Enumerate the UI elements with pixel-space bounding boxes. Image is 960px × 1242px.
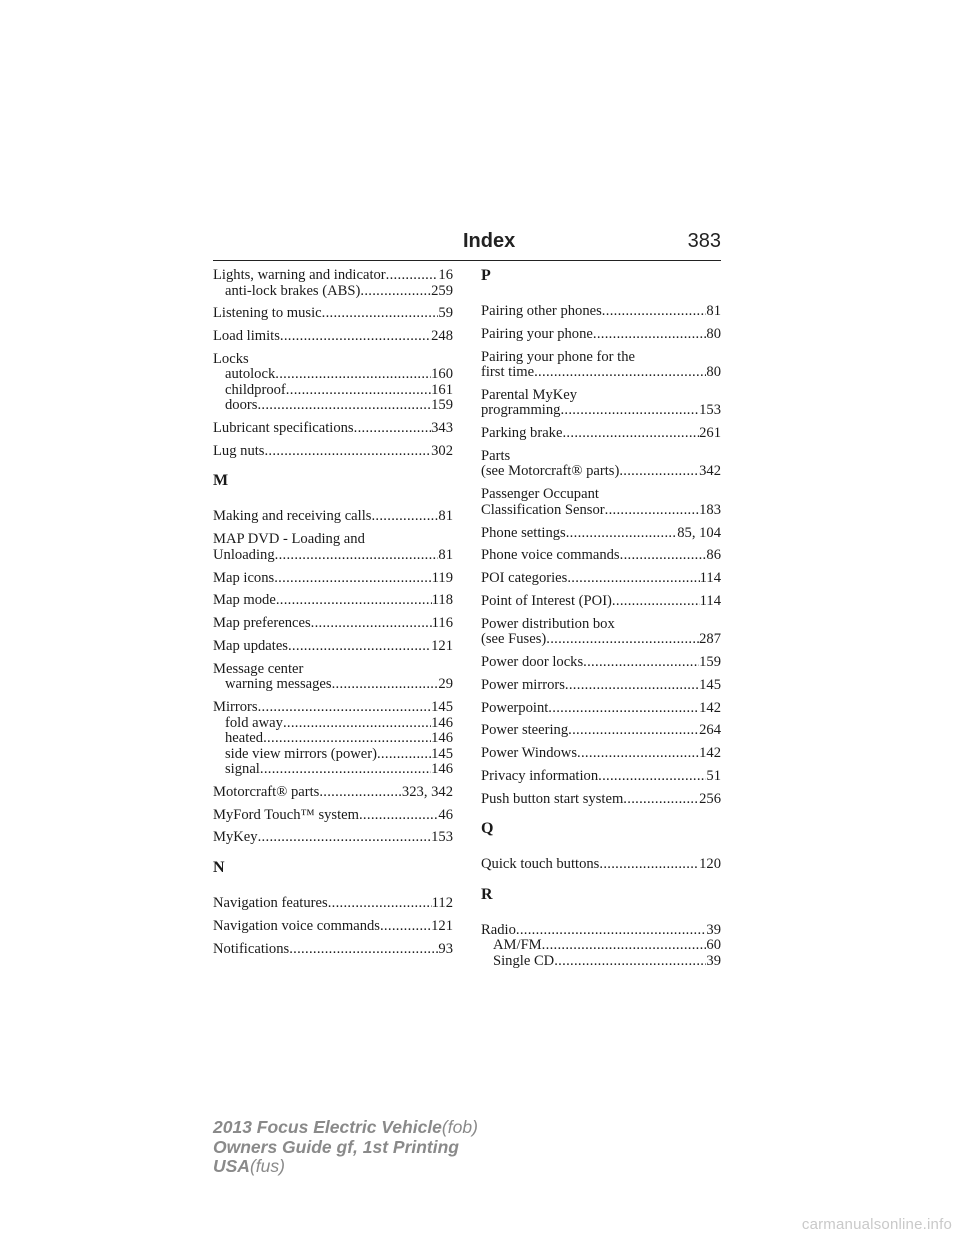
index-entry-line [213,785,453,801]
entry-text: Power mirrors [481,676,565,693]
dot-leader [275,367,431,383]
entry-page-ref: 183 [699,501,721,518]
index-entry [213,700,453,778]
watermark: carmanualsonline.info [801,1216,952,1233]
index-entry [213,896,453,912]
entry-page-ref: 248 [431,328,453,345]
entry-text: Lubricant specifications [213,420,354,437]
entry-page-ref: 146 [431,730,453,747]
entry-text: Map updates [213,637,288,654]
entry-page-ref: 160 [431,366,453,383]
entry-text: side view mirrors (power) [225,745,377,762]
index-entry-line [481,617,721,633]
entry-page-ref: 159 [431,397,453,414]
index-entry-line [481,403,721,419]
entry-text: Power door locks [481,654,584,671]
entry-text: Load limits [213,328,280,345]
index-entry [481,388,721,419]
dot-leader [264,444,431,460]
entry-page-ref: 16 [438,267,453,283]
entry-page-ref: 146 [431,714,453,731]
index-entry-line [213,639,453,655]
dot-leader [623,792,699,808]
page-title: Index [463,230,516,252]
entry-text: signal [225,761,260,778]
entry-page-ref: 119 [431,569,453,586]
entry-text: (see Fuses) [481,631,547,648]
index-entry-line [481,701,721,717]
index-entry [481,350,721,381]
index-entry [213,785,453,801]
index-entry [481,723,721,739]
entry-page-ref: 142 [699,699,721,716]
index-entry-line [213,444,453,460]
entry-text: Unloading [213,546,275,563]
entry-text: Classification Sensor [481,501,605,518]
entry-text: Pairing your phone [481,325,593,342]
entry-text: Point of Interest (POI) [481,592,612,609]
entry-text: Passenger Occupant [481,486,599,503]
entry-page-ref: 114 [699,592,721,609]
index-entry-line [481,503,721,519]
index-entry-line [213,593,453,609]
dot-leader [258,830,432,846]
index-entry-line [481,426,721,442]
dot-leader [283,716,431,732]
dot-leader [593,327,707,343]
entry-page-ref: 343 [431,420,453,437]
index-entry [481,792,721,808]
index-entry [213,444,453,460]
entry-page-ref: 261 [699,425,721,442]
entry-text: warning messages [225,676,332,693]
entry-text: Single CD [493,952,555,969]
dot-leader [598,769,706,785]
entry-page-ref: 46 [438,806,453,823]
dot-leader [332,677,439,693]
entry-text: MyFord Touch™ system [213,806,359,823]
entry-page-ref: 93 [438,940,453,957]
index-entry [213,352,453,414]
entry-page-ref: 161 [431,381,453,398]
index-entry [481,449,721,480]
index-entry-line [481,632,721,648]
dot-leader [289,942,438,958]
index-entry [213,808,453,824]
entry-text: MAP DVD - Loading and [213,531,365,548]
dot-leader [280,329,431,345]
index-subentry [481,954,721,970]
index-column-left [213,268,453,964]
index-subentry [213,677,453,693]
index-subentry [213,383,453,399]
index-entry [213,593,453,609]
entry-text: Message center [213,660,304,677]
entry-page-ref: 264 [699,722,721,739]
entry-text: anti-lock brakes (ABS) [225,282,361,299]
dot-leader [274,571,431,587]
footer-line-2: Owners Guide gf, 1st Printing [213,1136,459,1157]
index-entry-line [481,548,721,564]
entry-page-ref: 145 [699,676,721,693]
entry-text: Quick touch buttons [481,856,600,873]
index-entry [213,306,453,322]
dot-leader [286,383,431,399]
index-entry-line [213,421,453,437]
entry-text: Pairing your phone for the [481,348,636,365]
index-letter-heading: N [213,858,225,876]
dot-leader [288,639,431,655]
page-number: 383 [687,230,721,252]
index-entry [481,923,721,970]
entry-text: fold away [225,714,283,731]
dot-leader [577,746,699,762]
index-subentry [213,762,453,778]
index-entry [213,942,453,958]
entry-text: heated [225,730,264,747]
index-entry-line [213,896,453,912]
entry-text: Lights, warning and indicator [213,267,386,283]
dot-leader [354,421,431,437]
index-entry-line [481,594,721,610]
dot-leader [542,938,707,954]
index-entry [481,548,721,564]
entry-page-ref: 114 [699,570,721,587]
dot-leader [565,678,699,694]
entry-text: Notifications [213,940,290,957]
entry-page-ref: 259 [431,282,453,299]
entry-text: (see Motorcraft® parts) [481,463,620,480]
entry-page-ref: 146 [431,761,453,778]
dot-leader [619,464,699,480]
entry-text: Motorcraft® parts [213,783,320,800]
dot-leader [548,701,699,717]
index-letter-heading: P [481,267,491,284]
entry-text: Navigation features [213,894,328,911]
entry-page-ref: 159 [699,654,721,671]
index-entry [213,532,453,563]
dot-leader [386,268,439,284]
entry-page-ref: 342 [699,463,721,480]
dot-leader [319,785,402,801]
dot-leader [275,548,439,564]
entry-text: Parking brake [481,425,563,442]
entry-page-ref: 118 [431,592,453,609]
index-entry-line [213,548,453,564]
entry-text: first time [481,364,535,381]
entry-page-ref: 323, 342 [401,783,453,800]
index-entry [481,426,721,442]
entry-page-ref: 29 [438,676,453,693]
dot-leader [260,762,431,778]
dot-leader [602,304,707,320]
entry-text: Parts [481,447,511,464]
index-entry-line [481,678,721,694]
entry-text: AM/FM [493,937,542,954]
dot-leader [276,593,432,609]
entry-text: doors [225,397,258,414]
entry-text: Power distribution box [481,615,615,632]
index-entry [213,421,453,437]
dot-leader [560,403,699,419]
index-subentry [213,284,453,300]
index-entry-line [213,662,453,678]
index-entry-line [481,746,721,762]
index-entry [481,746,721,762]
entry-text: Push button start system [481,790,624,807]
entry-page-ref: 153 [431,829,453,846]
entry-page-ref: 60 [706,937,721,954]
entry-page-ref: 81 [706,303,721,319]
document-footer [213,1118,478,1177]
index-entry-line [213,830,453,846]
index-entry [213,571,453,587]
entry-text: Navigation voice commands [213,917,380,934]
index-subentry [213,731,453,747]
index-entry [481,701,721,717]
index-entry [481,769,721,785]
entry-text: Phone voice commands [481,547,620,564]
index-entry [481,526,721,542]
dot-leader [534,365,706,381]
index-entry [213,639,453,655]
index-entry-line [213,306,453,322]
index-entry-line [213,942,453,958]
dot-leader [583,655,699,671]
dot-leader [566,526,677,542]
entry-page-ref: 80 [706,364,721,381]
index-subentry [481,938,721,954]
dot-leader [612,594,700,610]
entry-text: autolock [225,366,276,383]
entry-page-ref: 153 [699,402,721,419]
dot-leader [360,284,431,300]
entry-text: Mirrors [213,699,258,716]
entry-text: Privacy information [481,768,599,785]
index-entry [213,616,453,632]
entry-text: Map preferences [213,615,311,632]
dot-leader [328,896,432,912]
entry-text: Listening to music [213,305,322,322]
index-entry-line [481,526,721,542]
index-entry-line [213,532,453,548]
footer-line-3: USA(fus) [213,1156,285,1176]
entry-page-ref: 39 [706,952,721,969]
index-entry [213,268,453,299]
entry-text: Power Windows [481,745,578,762]
entry-text: Phone settings [481,524,566,541]
index-entry [481,487,721,518]
index-entry-line [213,808,453,824]
entry-page-ref: 116 [431,615,453,632]
index-entry-line [213,509,453,525]
index-entry [481,594,721,610]
dot-leader [567,571,699,587]
dot-leader [377,747,431,763]
entry-text: programming [481,402,561,419]
entry-text: Pairing other phones [481,303,602,319]
index-entry [481,678,721,694]
entry-text: Map mode [213,592,276,609]
index-entry-line [481,449,721,465]
entry-page-ref: 121 [431,637,453,654]
entry-text: childproof [225,381,286,398]
index-entry [481,327,721,343]
dot-leader [546,632,699,648]
index-entry-line [481,655,721,671]
index-entry-line [213,352,453,368]
index-entry-line [481,327,721,343]
index-entry-line [213,268,453,284]
entry-text: Radio [481,921,516,938]
entry-page-ref: 81 [438,546,453,563]
entry-page-ref: 145 [431,745,453,762]
entry-page-ref: 287 [699,631,721,648]
dot-leader [562,426,699,442]
entry-text: MyKey [213,829,258,846]
index-letter-heading: M [213,472,229,490]
index-subentry [213,367,453,383]
dot-leader [380,919,431,935]
dot-leader [263,731,431,747]
index-subentry [213,747,453,763]
index-entry [213,509,453,525]
entry-text: Map icons [213,569,275,586]
entry-page-ref: 51 [706,768,721,785]
index-column-right [481,268,721,977]
dot-leader [568,723,699,739]
index-entry-line [481,487,721,503]
index-entry [481,304,721,320]
dot-leader [257,398,431,414]
index-entry [213,919,453,935]
index-subentry [213,716,453,732]
index-entry-line [481,857,721,873]
entry-page-ref: 59 [438,305,453,322]
dot-leader [605,503,699,519]
entry-text: Locks [213,350,249,367]
index-letter-heading: R [481,885,493,903]
index-entry [481,571,721,587]
dot-leader [516,923,707,939]
index-entry-line [481,304,721,320]
index-entry-line [213,329,453,345]
index-entry-line [481,350,721,366]
index-entry-line [481,365,721,381]
index-entry-line [481,388,721,404]
footer-line-1: 2013 Focus Electric Vehicle(fob) [213,1117,478,1137]
entry-text: Power steering [481,722,569,739]
dot-leader [554,954,706,970]
dot-leader [258,700,432,716]
entry-page-ref: 81 [438,508,453,525]
index-entry-line [481,923,721,939]
entry-text: Lug nuts [213,442,265,459]
index-entry-line [481,464,721,480]
entry-page-ref: 80 [706,325,721,342]
index-entry [481,617,721,648]
index-entry [481,655,721,671]
index-letter-heading: Q [481,820,494,838]
index-entry-line [213,700,453,716]
dot-leader [322,306,439,322]
index-entry-line [481,723,721,739]
dot-leader [599,857,699,873]
index-entry-line [481,571,721,587]
entry-page-ref: 120 [699,856,721,873]
index-entry [213,830,453,846]
index-entry-line [213,571,453,587]
index-entry-line [481,792,721,808]
entry-text: Making and receiving calls [213,508,372,525]
entry-page-ref: 142 [699,745,721,762]
entry-page-ref: 256 [699,790,721,807]
entry-page-ref: 121 [431,917,453,934]
entry-page-ref: 112 [431,894,453,911]
index-entry [481,857,721,873]
entry-page-ref: 85, 104 [677,524,721,541]
index-entry [213,329,453,345]
entry-text: POI categories [481,570,568,587]
entry-text: Powerpoint [481,699,549,716]
entry-text: Parental MyKey [481,386,578,403]
index-entry [213,662,453,693]
index-subentry [213,398,453,414]
entry-page-ref: 86 [706,547,721,564]
dot-leader [311,616,432,632]
entry-page-ref: 145 [431,699,453,716]
dot-leader [371,509,438,525]
page-header [213,224,721,261]
dot-leader [620,548,707,564]
index-entry-line [213,616,453,632]
index-entry-line [213,919,453,935]
entry-page-ref: 302 [431,442,453,459]
index-entry-line [481,769,721,785]
dot-leader [359,808,438,824]
entry-page-ref: 39 [706,921,721,938]
